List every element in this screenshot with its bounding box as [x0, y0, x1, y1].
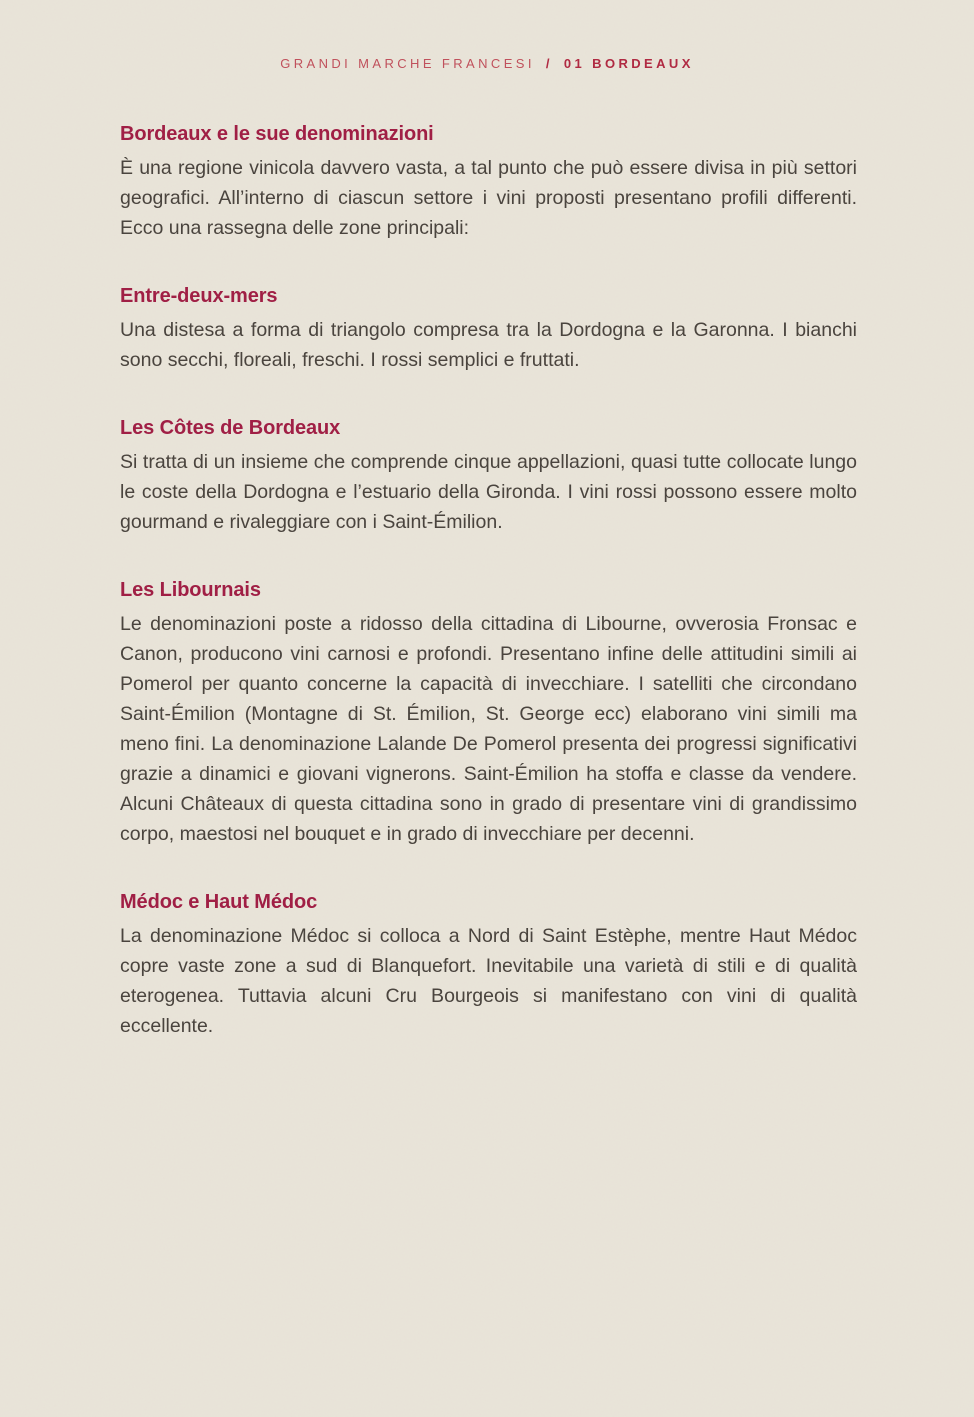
section-heading: Bordeaux e le sue denominazioni: [120, 123, 434, 145]
section-heading: Médoc e Haut Médoc: [120, 891, 318, 913]
section-heading: Les Côtes de Bordeaux: [120, 417, 341, 439]
section-libournais: [120, 579, 857, 849]
header-series-label: GRANDI MARCHE FRANCESI: [280, 56, 535, 71]
header-chapter-label: 01 BORDEAUX: [563, 56, 694, 71]
section-cotes-de-bordeaux: [120, 417, 857, 537]
section-heading: Entre-deux-mers: [120, 285, 278, 307]
page-header: [0, 0, 974, 71]
section-heading: Les Libournais: [120, 579, 261, 601]
section-body: È una regione vinicola davvero vasta, a tal punto che può essere divisa in più settori geografici. All’interno di ciascun settore i vini proposti presentano profili differenti. Ecco una rassegna delle zone principali:: [120, 157, 857, 239]
section-body: Si tratta di un insieme che comprende cinque appellazioni, quasi tutte collocate lungo le coste della Dordogna e l’estuario della Gironda. I vini rossi possono essere molto gourmand e rivaleggiare con i Saint-Émilion.: [120, 451, 857, 533]
section-medoc-haut-medoc: [120, 891, 857, 1041]
section-bordeaux-denominazioni: [120, 123, 857, 243]
section-body: Le denominazioni poste a ridosso della cittadina di Libourne, ovverosia Fronsac e Canon, producono vini carnosi e profondi. Presentano infine delle attitudini simili ai Pomerol per quanto concerne la capacità di invecchiare. I satelliti che circondano Saint-Émilion (Montagne di St. Émilion, St. George ecc) elaborano vini simili ma meno fini. La denominazione Lalande De Pomerol presenta dei progressi significativi grazie a dinamici e giovani vignerons. Saint-Émilion ha stoffa e classe da vendere. Alcuni Châteaux di questa cittadina sono in grado di presentare vini di grandissimo corpo, maestosi nel bouquet e in grado di invecchiare per decenni.: [120, 613, 857, 845]
header-separator: /: [545, 56, 553, 71]
section-body: Una distesa a forma di triangolo compresa tra la Dordogna e la Garonna. I bianchi sono secchi, floreali, freschi. I rossi semplici e fruttati.: [120, 319, 857, 371]
section-entre-deux-mers: [120, 285, 857, 375]
section-body: La denominazione Médoc si colloca a Nord di Saint Estèphe, mentre Haut Médoc copre vaste zone a sud di Blanquefort. Inevitabile una varietà di stili e di qualità eterogenea. Tuttavia alcuni Cru Bourgeois si manifestano con vini di qualità eccellente.: [120, 925, 857, 1037]
page-content: [0, 71, 974, 1041]
